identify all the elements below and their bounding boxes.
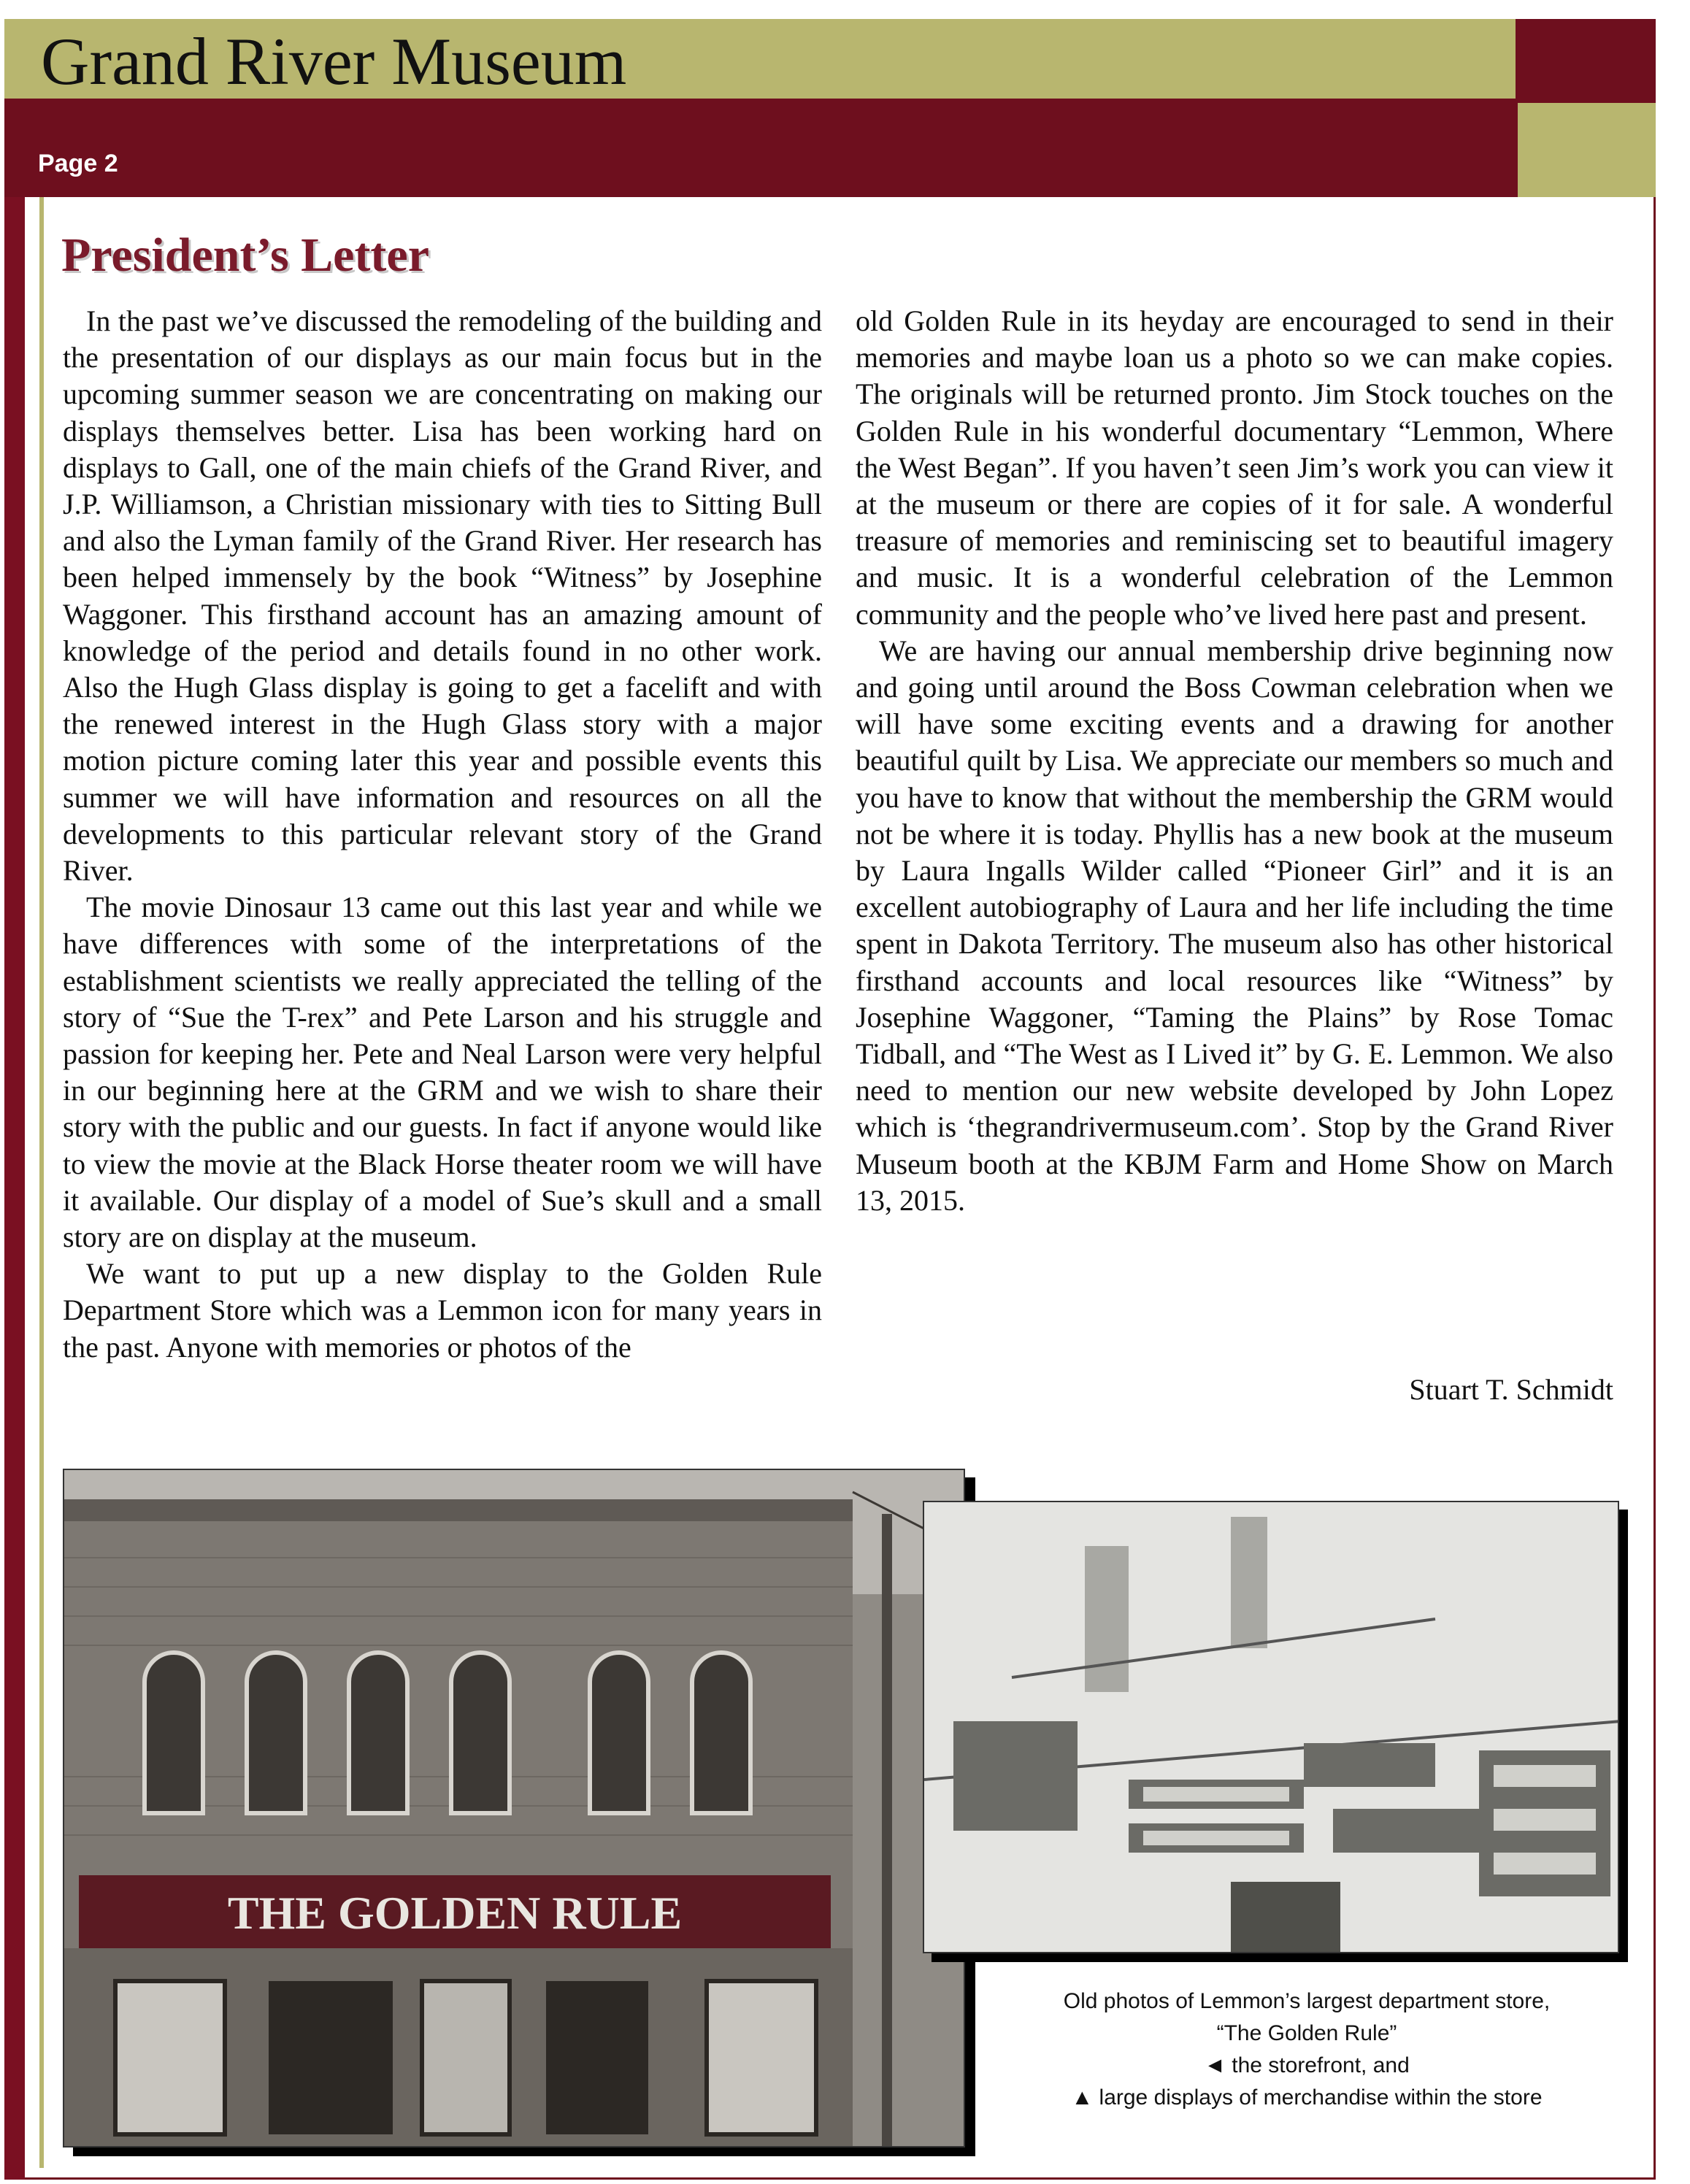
article-heading: President’s Letter [61, 228, 429, 282]
caption-line: “The Golden Rule” [1216, 2021, 1397, 2045]
storefront-photo [63, 1469, 965, 2148]
article-left-column [63, 303, 822, 1366]
photo-caption [986, 1985, 1628, 2114]
page-number-label: Page 2 [38, 150, 118, 177]
storefront-illustration [64, 1470, 965, 2148]
article-paragraph: We are having our annual membership drive beginning now and going until around the Boss Cowman celebration when we will have some exciting events and a drawing for another beautiful quilt by Lisa. We appreciate our members so much and you have to know that without the membership the GRM would not be where it is today. Phyllis has a new book at the museum by Laura Ingalls Wilder called “Pioneer Girl” and it is an excellent autobiography of Laura and her life including the time spent in Dakota Territory. The museum also has other historical firsthand accounts and local resources like “Witness” by Josephine Waggoner, “Taming the Plains” by Rose Tomac Tidball, and “The West as I Lived it” by G. E. Lemmon. We also need to mention our new website developed by John Lopez which is ‘thegrandrivermuseum.com’. Stop by the Grand River Museum booth at the KBJM Farm and Home Show on March 13, 2015. [856, 634, 1613, 1217]
article-paragraph: The movie Dinosaur 13 came out this last year and while we have differences with some of the interpretations of the establishment scientists we really appreciated the telling of the story of “Sue the T-rex” and Pete Larson and his struggle and passion for keeping her. Pete and Neal Larson were very helpful in our beginning here at the GRM and we wish to share their story with the public and our guests. In fact if anyone would like to view the movie at the Black Horse theater room we will have it available. Our display of a model of Sue’s skull and a small story are on display at the museum. [63, 891, 822, 1254]
left-olive-rule [39, 197, 44, 2168]
author-signature: Stuart T. Schmidt [1409, 1373, 1613, 1406]
article-paragraph: We want to put up a new display to the Golden Rule Department Store which was a Lemmon icon for many years in the past. Anyone with memories or photos of the [63, 1257, 822, 1364]
interior-illustration [924, 1502, 1619, 1953]
article-paragraph-continuation: old Golden Rule in its heyday are encouraged to send in their memories and maybe loan us a photo so we can make copies. The originals will be returned pronto. Jim Stock touches on the Golden Rule in his wonderful documentary “Lemmon, Where the West Began”. If you haven’t seen Jim’s work you can view it at the museum or there are copies of it for sale. A wonderful treasure of memories and reminiscing set to beautiful imagery and music. It is a wonderful celebration of the Lemmon community and the people who’ve lived here past and present. [856, 304, 1613, 631]
storefront-sign-text: THE GOLDEN RULE [227, 1887, 683, 1939]
caption-line: ▲ large displays of merchandise within the store [1071, 2085, 1543, 2110]
caption-line: ◄ the storefront, and [1204, 2053, 1410, 2077]
masthead-page-bar [4, 101, 1516, 197]
newsletter-title: Grand River Museum [41, 24, 627, 99]
caption-line: Old photos of Lemmon’s largest department store, [1063, 1989, 1551, 2013]
store-interior-photo [923, 1501, 1619, 1953]
article-right-column [856, 303, 1613, 1219]
masthead-corner-block [1516, 19, 1656, 101]
masthead-title-bar [4, 19, 1516, 101]
masthead-corner-accent [1516, 101, 1656, 197]
left-maroon-stripe [4, 197, 25, 2180]
article-paragraph: In the past we’ve discussed the remodeling of the building and the presentation of our displays as our main focus but in the upcoming summer season we are concentrating on making our displays themselves better. Lisa has been working hard on displays to Gall, one of the main chiefs of the Grand River, and J.P. Williamson, a Christian missionary with ties to Sitting Bull and also the Lyman family of the Grand River. Her research has been helped immensely by the book “Witness” by Josephine Waggoner. This firsthand account has an amazing amount of knowledge of the period and details found in no other work. Also the Hugh Glass display is going to get a facelift and with the renewed interest in the Hugh Glass story with a major motion picture coming later this year and possible events this summer we will have information and resources on all the developments to this particular relevant story of the Grand River. [63, 304, 822, 888]
